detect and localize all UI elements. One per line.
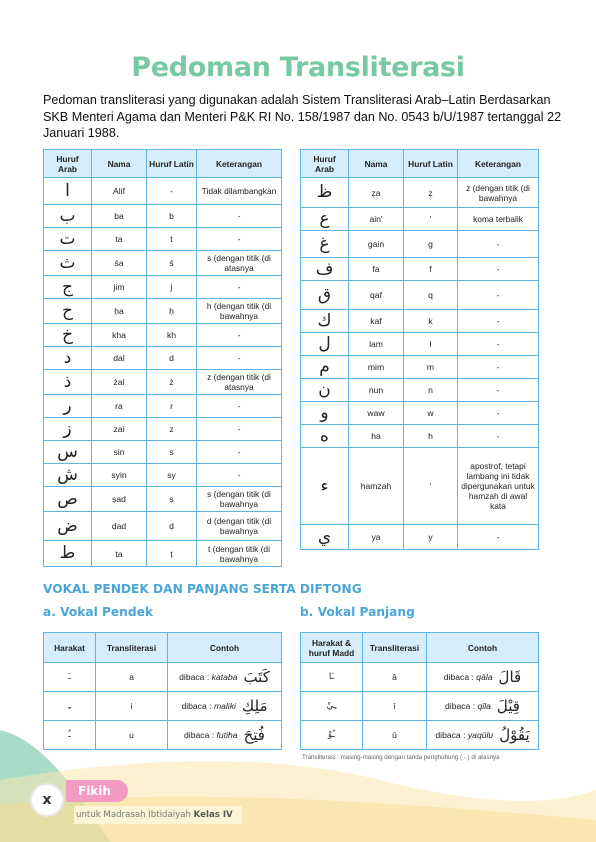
example-prefix: dibaca : <box>184 730 217 740</box>
example-reading <box>445 701 491 711</box>
table-row <box>44 441 282 464</box>
keterangan: d (dengan titik (di bawahnya <box>197 512 282 541</box>
latin-letter: - <box>147 178 197 205</box>
arabic-letter: ل <box>301 333 349 356</box>
arabic-letter: س <box>44 441 92 464</box>
arabic-letter: ت <box>44 228 92 251</box>
latin-letter: r <box>147 395 197 418</box>
keterangan: - <box>197 418 282 441</box>
latin-letter: j <box>147 276 197 299</box>
letter-name: hamzah <box>349 448 404 525</box>
arabic-letter: ط <box>44 541 92 567</box>
letter-name: żal <box>92 370 147 395</box>
table-row <box>44 541 282 567</box>
contoh <box>168 663 282 692</box>
header-harakat-madd: Harakat & huruf Madd <box>301 633 363 663</box>
table-row <box>44 228 282 251</box>
letter-name: ṭa <box>92 541 147 567</box>
arabic-letter: ث <box>44 251 92 276</box>
table-row <box>44 395 282 418</box>
arabic-letter: ظ <box>301 178 349 208</box>
example-prefix: dibaca : <box>179 672 212 682</box>
keterangan: - <box>458 231 539 258</box>
harakat: ـَ <box>44 663 96 692</box>
keterangan: - <box>197 395 282 418</box>
letter-name: ẓa <box>349 178 404 208</box>
arabic-letter: ء <box>301 448 349 525</box>
example-word: qīla <box>477 701 491 711</box>
example-word: qāla <box>476 672 493 682</box>
table-row <box>301 402 539 425</box>
letter-name: dal <box>92 347 147 370</box>
arabic-letter: ي <box>301 525 349 550</box>
latin-letter: m <box>404 356 458 379</box>
arabic-letter: د <box>44 347 92 370</box>
transliterasi: u <box>96 721 168 750</box>
latin-letter: z <box>147 418 197 441</box>
arabic-letter: ض <box>44 512 92 541</box>
keterangan: - <box>458 525 539 550</box>
letter-name: sin <box>92 441 147 464</box>
table-row <box>44 324 282 347</box>
example-arabic: فُتِحَ <box>243 726 265 744</box>
table-row <box>301 448 539 525</box>
latin-letter: ḥ <box>147 299 197 324</box>
table-row <box>301 231 539 258</box>
example <box>170 697 279 715</box>
example-prefix: dibaca : <box>435 730 468 740</box>
keterangan: s (dengan titik (di atasnya <box>197 251 282 276</box>
letter-name: śa <box>92 251 147 276</box>
table-row <box>44 205 282 228</box>
footnote: Transliterasi : masing-masing dengan tanda penghubung ( - ) di atasnya <box>302 754 500 761</box>
letter-name: jim <box>92 276 147 299</box>
arabic-letter: ك <box>301 310 349 333</box>
keterangan: s (dengan titik (di bawahnya <box>197 487 282 512</box>
table-row <box>301 525 539 550</box>
letter-name: zai <box>92 418 147 441</box>
transliteration-table-left <box>43 149 282 567</box>
transliterasi: a <box>96 663 168 692</box>
example <box>429 668 536 686</box>
latin-letter: ẓ <box>404 178 458 208</box>
footer-subtitle <box>74 806 242 824</box>
latin-letter: ḍ <box>147 512 197 541</box>
page-number-badge: x <box>30 783 64 817</box>
letter-name: ba <box>92 205 147 228</box>
latin-letter: g <box>404 231 458 258</box>
arabic-letter: و <box>301 402 349 425</box>
latin-letter: b <box>147 205 197 228</box>
header-transliterasi: Transliterasi <box>363 633 427 663</box>
section-heading-vokal: VOKAL PENDEK DAN PANJANG SERTA DIFTONG <box>43 582 362 596</box>
transliterasi: ā <box>363 663 427 692</box>
table-row <box>44 347 282 370</box>
harakat: ـِيْ <box>301 692 363 721</box>
latin-letter: d <box>147 347 197 370</box>
letter-name: ha <box>349 425 404 448</box>
keterangan: - <box>197 347 282 370</box>
header-huruf-arab: Huruf Arab <box>301 150 349 178</box>
table-row <box>301 258 539 281</box>
header-harakat: Harakat <box>44 633 96 663</box>
transliterasi: ī <box>363 692 427 721</box>
header-contoh: Contoh <box>427 633 539 663</box>
latin-letter: sy <box>147 464 197 487</box>
contoh <box>168 692 282 721</box>
latin-letter: k <box>404 310 458 333</box>
table-row <box>44 299 282 324</box>
keterangan: - <box>197 464 282 487</box>
latin-letter: t <box>147 228 197 251</box>
letter-name: mim <box>349 356 404 379</box>
vokal-panjang-heading: b. Vokal Panjang <box>300 605 415 619</box>
table-row <box>301 178 539 208</box>
letter-name: kaf <box>349 310 404 333</box>
table-row <box>44 692 282 721</box>
table-row <box>301 356 539 379</box>
footer-grade: Kelas IV <box>193 810 233 820</box>
example-word: yaqūlu <box>467 730 494 740</box>
letter-name: ḍad <box>92 512 147 541</box>
letter-name: ta <box>92 228 147 251</box>
arabic-letter: ف <box>301 258 349 281</box>
harakat: ـُ <box>44 721 96 750</box>
table-row <box>44 178 282 205</box>
keterangan: t (dengan titik (di bawahnya <box>197 541 282 567</box>
arabic-letter: ز <box>44 418 92 441</box>
header-keterangan: Keterangan <box>197 150 282 178</box>
arabic-letter: ع <box>301 208 349 231</box>
table-row <box>301 310 539 333</box>
arabic-letter: ص <box>44 487 92 512</box>
letter-name: syin <box>92 464 147 487</box>
arabic-letter: ذ <box>44 370 92 395</box>
example-reading <box>181 701 235 711</box>
keterangan: - <box>458 402 539 425</box>
letter-name: waw <box>349 402 404 425</box>
example <box>170 668 279 686</box>
arabic-letter: غ <box>301 231 349 258</box>
keterangan: - <box>458 258 539 281</box>
latin-letter: kh <box>147 324 197 347</box>
example-arabic: قَالَ <box>498 668 522 686</box>
keterangan: - <box>458 310 539 333</box>
keterangan: - <box>458 281 539 310</box>
latin-letter: ż <box>147 370 197 395</box>
example-word: maliki <box>213 701 236 711</box>
letter-name: kha <box>92 324 147 347</box>
table-row <box>44 512 282 541</box>
transliteration-table-right <box>300 149 539 550</box>
contoh <box>427 663 539 692</box>
arabic-letter: ش <box>44 464 92 487</box>
example-arabic: كَتَبَ <box>243 668 270 686</box>
keterangan: - <box>197 324 282 347</box>
latin-letter: q <box>404 281 458 310</box>
header-nama: Nama <box>349 150 404 178</box>
keterangan: - <box>458 379 539 402</box>
vokal-pendek-heading: a. Vokal Pendek <box>43 605 153 619</box>
arabic-letter: ح <box>44 299 92 324</box>
table-row <box>301 379 539 402</box>
harakat: ـِ <box>44 692 96 721</box>
letter-name: ain' <box>349 208 404 231</box>
table-row <box>44 487 282 512</box>
latin-letter: f <box>404 258 458 281</box>
example-reading <box>179 672 237 682</box>
table-row <box>301 208 539 231</box>
letter-name: ra <box>92 395 147 418</box>
latin-letter: h <box>404 425 458 448</box>
example-arabic: مَلِكِ <box>241 697 268 715</box>
table-row <box>301 281 539 310</box>
arabic-letter: ه <box>301 425 349 448</box>
transliterasi: i <box>96 692 168 721</box>
header-nama: Nama <box>92 150 147 178</box>
letter-name: qaf <box>349 281 404 310</box>
example-prefix: dibaca : <box>443 672 477 682</box>
header-huruf-arab: Huruf Arab <box>44 150 92 178</box>
intro-paragraph: Pedoman transliterasi yang digunakan adalah Sistem Transliterasi Arab–Latin Berdasarkan SKB Menteri Agama dan Menteri P&K RI No. 158/1987 dan No. 0543 b/U/1987 tertanggal 22 Januari 1988. <box>43 93 562 140</box>
latin-letter: ' <box>404 208 458 231</box>
header-huruf-latin: Huruf Latin <box>147 150 197 178</box>
arabic-letter: خ <box>44 324 92 347</box>
header-contoh: Contoh <box>168 633 282 663</box>
table-row <box>301 333 539 356</box>
keterangan: koma terbalik <box>458 208 539 231</box>
latin-letter: s <box>147 441 197 464</box>
latin-letter: ś <box>147 251 197 276</box>
header-keterangan: Keterangan <box>458 150 539 178</box>
keterangan: z (dengan titik (di bawahnya <box>458 178 539 208</box>
latin-letter: l <box>404 333 458 356</box>
transliterasi: ū <box>363 721 427 750</box>
footer-subtitle-text: untuk Madrasah Ibtidaiyah <box>76 810 191 820</box>
keterangan: Tidak dilambangkan <box>197 178 282 205</box>
letter-name: nun <box>349 379 404 402</box>
latin-letter: w <box>404 402 458 425</box>
example-prefix: dibaca : <box>445 701 478 711</box>
letter-name: ya <box>349 525 404 550</box>
header-transliterasi: Transliterasi <box>96 633 168 663</box>
arabic-letter: م <box>301 356 349 379</box>
keterangan: z (dengan titik (di atasnya <box>197 370 282 395</box>
keterangan: - <box>458 356 539 379</box>
arabic-letter: ج <box>44 276 92 299</box>
table-row <box>301 663 539 692</box>
latin-letter: y <box>404 525 458 550</box>
letter-name: Alif <box>92 178 147 205</box>
arabic-letter: ق <box>301 281 349 310</box>
header-huruf-latin: Huruf Latin <box>404 150 458 178</box>
arabic-letter: ن <box>301 379 349 402</box>
example-word: kataba <box>211 672 238 682</box>
letter-name: ṣad <box>92 487 147 512</box>
latin-letter: ' <box>404 448 458 525</box>
example-arabic: يَقُوْلُ <box>499 726 530 744</box>
table-row <box>301 425 539 448</box>
table-row <box>44 663 282 692</box>
example-reading <box>444 672 493 682</box>
letter-name: fa <box>349 258 404 281</box>
arabic-letter: ر <box>44 395 92 418</box>
table-row <box>44 464 282 487</box>
keterangan: h (dengan titik (di bawahnya <box>197 299 282 324</box>
keterangan: - <box>197 228 282 251</box>
harakat: ـُوْ <box>301 721 363 750</box>
keterangan: - <box>197 441 282 464</box>
letter-name: ḥa <box>92 299 147 324</box>
letter-name: gain <box>349 231 404 258</box>
latin-letter: n <box>404 379 458 402</box>
subject-tab: Fikih <box>66 780 128 802</box>
table-row <box>44 370 282 395</box>
latin-letter: ṣ <box>147 487 197 512</box>
keterangan: - <box>197 276 282 299</box>
harakat: ـَا <box>301 663 363 692</box>
arabic-letter: ب <box>44 205 92 228</box>
keterangan: - <box>197 205 282 228</box>
table-row <box>44 418 282 441</box>
example <box>429 697 536 715</box>
table-row <box>301 692 539 721</box>
table-row <box>44 276 282 299</box>
example-arabic: قِيْلَ <box>496 697 520 715</box>
contoh <box>427 692 539 721</box>
table-row <box>44 251 282 276</box>
keterangan: apostrof, tetapi lambang ini tidak dipergunakan untuk hamzah di awal kata <box>458 448 539 525</box>
latin-letter: ṭ <box>147 541 197 567</box>
letter-name: lam <box>349 333 404 356</box>
keterangan: - <box>458 333 539 356</box>
arabic-letter: ا <box>44 178 92 205</box>
page-title: Pedoman Transliterasi <box>131 52 465 83</box>
example-word: futiha <box>216 730 238 740</box>
example-prefix: dibaca : <box>181 701 214 711</box>
keterangan: - <box>458 425 539 448</box>
